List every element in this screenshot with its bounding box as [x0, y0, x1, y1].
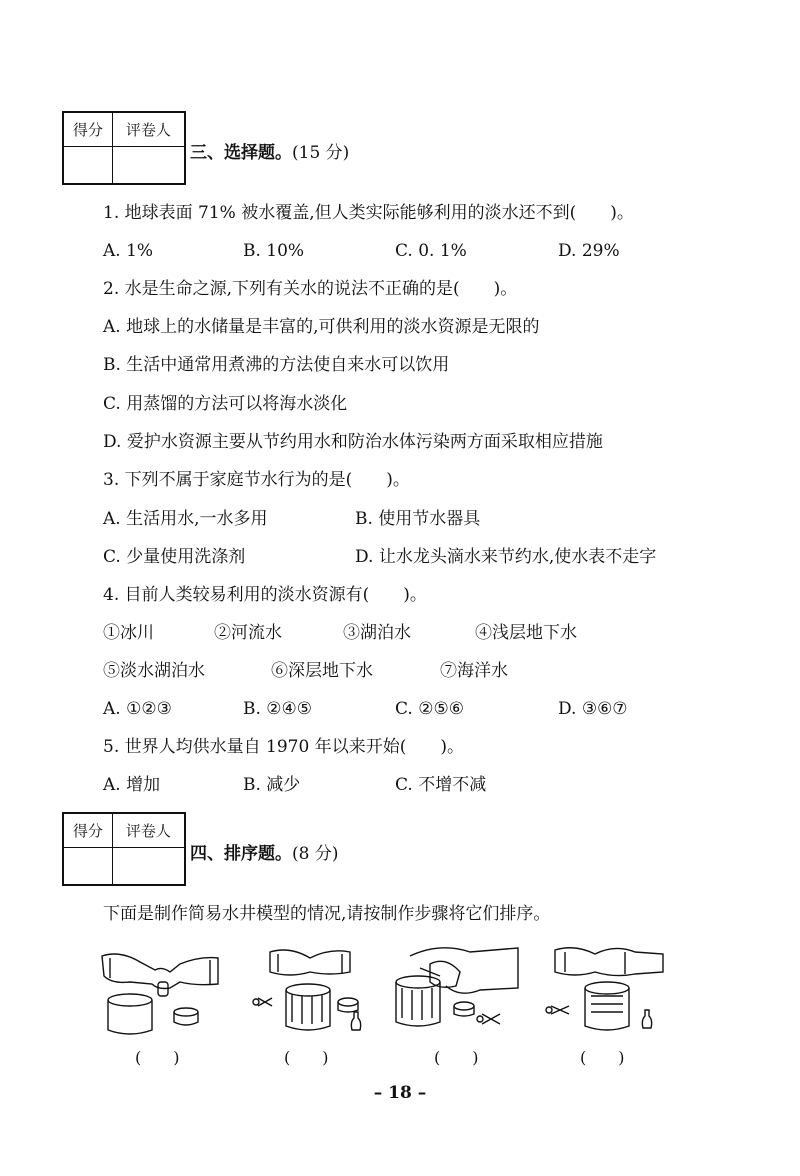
q5-option-b[interactable]: B. 减少: [243, 775, 301, 795]
q4-item-7: ⑦海洋水: [440, 661, 508, 681]
q3-option-a[interactable]: A. 生活用水,一水多用: [103, 509, 268, 529]
section4-instruction: 下面是制作简易水井模型的情况,请按制作步骤将它们排序。: [103, 904, 551, 924]
q3-stem: 3. 下列不属于家庭节水行为的是( )。: [103, 470, 410, 490]
answer-blank-2[interactable]: ( ): [284, 1048, 329, 1067]
q4-item-2: ②河流水: [214, 623, 282, 643]
q4-option-a[interactable]: A. ①②③: [103, 699, 172, 719]
q3-option-b[interactable]: B. 使用节水器具: [355, 509, 481, 529]
score-cell[interactable]: [64, 848, 113, 885]
q4-item-6: ⑥深层地下水: [271, 661, 373, 681]
section3-points: (15 分): [292, 143, 350, 163]
q1-option-c[interactable]: C. 0. 1%: [395, 241, 467, 261]
section4-title: [190, 839, 338, 864]
answer-blank-4[interactable]: ( ): [580, 1048, 625, 1067]
grader-label: 评卷人: [112, 113, 184, 147]
step-illustration-4: [545, 942, 665, 1038]
answer-blank-3[interactable]: ( ): [434, 1048, 479, 1067]
q1-stem: 1. 地球表面 71% 被水覆盖,但人类实际能够利用的淡水还不到( )。: [103, 203, 634, 223]
q4-option-d[interactable]: D. ③⑥⑦: [558, 699, 628, 719]
grader-cell[interactable]: [112, 147, 184, 184]
page-number: – 18 –: [373, 1083, 427, 1103]
section3-score-box: [62, 111, 186, 185]
q4-item-1: ①冰川: [103, 623, 154, 643]
grader-label: 评卷人: [112, 814, 184, 848]
q4-option-b[interactable]: B. ②④⑤: [243, 699, 313, 719]
section4-title-text: 四、排序题。: [190, 844, 292, 864]
q1-option-d[interactable]: D. 29%: [558, 241, 620, 261]
q4-stem: 4. 目前人类较易利用的淡水资源有( )。: [103, 585, 427, 605]
q4-option-c[interactable]: C. ②⑤⑥: [395, 699, 464, 719]
step-illustration-3: [390, 942, 520, 1038]
q4-item-3: ③湖泊水: [343, 623, 411, 643]
q2-option-c[interactable]: C. 用蒸馏的方法可以将海水淡化: [103, 394, 348, 414]
q4-item-4: ④浅层地下水: [475, 623, 577, 643]
q3-option-d[interactable]: D. 让水龙头滴水来节约水,使水表不走字: [355, 547, 657, 567]
answer-blank-1[interactable]: ( ): [135, 1048, 180, 1067]
q2-option-b[interactable]: B. 生活中通常用煮沸的方法使自来水可以饮用: [103, 355, 450, 375]
section3-title-text: 三、选择题。: [190, 143, 292, 163]
q1-option-b[interactable]: B. 10%: [243, 241, 305, 261]
grader-cell[interactable]: [112, 848, 184, 885]
section4-points: (8 分): [292, 844, 339, 864]
q4-item-5: ⑤淡水湖泊水: [103, 661, 205, 681]
q5-stem: 5. 世界人均供水量自 1970 年以来开始( )。: [103, 737, 464, 757]
step-illustration-2: [250, 942, 370, 1038]
score-label: 得分: [64, 814, 113, 848]
score-label: 得分: [64, 113, 113, 147]
q2-stem: 2. 水是生命之源,下列有关水的说法不正确的是( )。: [103, 279, 518, 299]
q2-option-a[interactable]: A. 地球上的水储量是丰富的,可供利用的淡水资源是无限的: [103, 317, 540, 337]
q5-option-a[interactable]: A. 增加: [103, 775, 161, 795]
section4-score-box: [62, 812, 186, 886]
step-illustration-1: [100, 942, 220, 1038]
q3-option-c[interactable]: C. 少量使用洗涤剂: [103, 547, 246, 567]
score-cell[interactable]: [64, 147, 113, 184]
q5-option-c[interactable]: C. 不增不减: [395, 775, 487, 795]
q1-option-a[interactable]: A. 1%: [103, 241, 154, 261]
q2-option-d[interactable]: D. 爱护水资源主要从节约用水和防治水体污染两方面采取相应措施: [103, 432, 603, 452]
section3-title: [190, 138, 349, 163]
